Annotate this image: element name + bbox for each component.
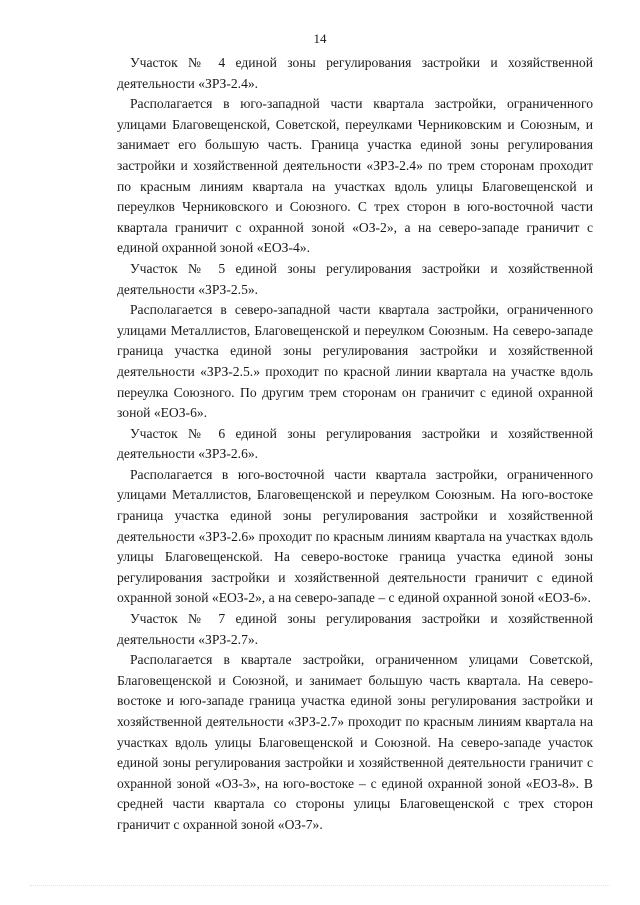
section-heading-plot-4: Участок № 4 единой зоны регулирования застройки и хозяйственной деятельности «ЗРЗ-2.4». xyxy=(117,55,593,91)
section-text-plot-4: Располагается в юго-западной части квартала застройки, ограниченного улицами Благовещенской, Советской, переулками Черниковским и Союзным, и занимает его большую часть. Граница участка единой зоны регулирования застройки и хозяйственной деятельности «ЗРЗ-2.4» по трем сторонам проходит по красным линиям квартала на участках вдоль улицы Благовещенской и переулков Черниковского и Союзного. С трех сторон в юго-восточной части квартала граничит с охранной зоной «ОЗ-2», а на северо-западе граничит с единой охранной зоной «ЕОЗ-4». xyxy=(117,96,593,256)
document-body xyxy=(117,53,593,836)
section-text-plot-6: Располагается в юго-восточной части квартала застройки, ограниченного улицами Металлистов, Благовещенской и переулком Союзным. На юго-востоке граница участка единой зоны регулирования застройки и хозяйственной деятельности «ЗРЗ-2.6» проходит по красным линиям квартала на участках вдоль улицы Благовещенской. На северо-востоке граница участка единой зоны регулирования застройки и хозяйственной деятельности граничит с единой охранной зоной «ЕОЗ-2», а на северо-западе – с единой охранной зоной «ЕОЗ-6». xyxy=(117,466,593,606)
section-text-plot-7: Располагается в квартале застройки, ограниченном улицами Советской, Благовещенской и Союзной, и занимает большую часть квартала. На северо-востоке и юго-западе граница участка единой зоны регулирования застройки и хозяйственной деятельности «ЗРЗ-2.7» проходит по красным линиям квартала на участках вдоль улицы Благовещенской и Союзной. На северо-западе участок единой зоны регулирования застройки и хозяйственной деятельности граничит с охранной зоной «ОЗ-3», на юго-востоке – с единой охранной зоной «ЕОЗ-8». В средней части квартала со стороны улицы Благовещенской с трех сторон граничит с охранной зоной «ОЗ-7». xyxy=(117,652,593,832)
section-heading-plot-5: Участок № 5 единой зоны регулирования застройки и хозяйственной деятельности «ЗРЗ-2.5». xyxy=(117,260,593,297)
scan-edge-artifact xyxy=(30,885,610,887)
page-number: 14 xyxy=(313,31,327,46)
section-text-plot-5: Располагается в северо-западной части квартала застройки, ограниченного улицами Металлистов, Благовещенской и переулком Союзным. На северо-западе граница участка единой зоны регулирования застройки и хозяйственной деятельности «ЗРЗ-2.5.» проходит по красной линии квартала на участке вдоль переулка Союзного. По другим трем сторонам он граничит с единой охранной зоной «ЕОЗ-6». xyxy=(117,302,593,421)
section-heading-plot-6: Участок № 6 единой зоны регулирования застройки и хозяйственной деятельности «ЗРЗ-2.6». xyxy=(117,425,593,462)
section-heading-plot-7: Участок № 7 единой зоны регулирования застройки и хозяйственной деятельности «ЗРЗ-2.7». xyxy=(117,611,593,647)
